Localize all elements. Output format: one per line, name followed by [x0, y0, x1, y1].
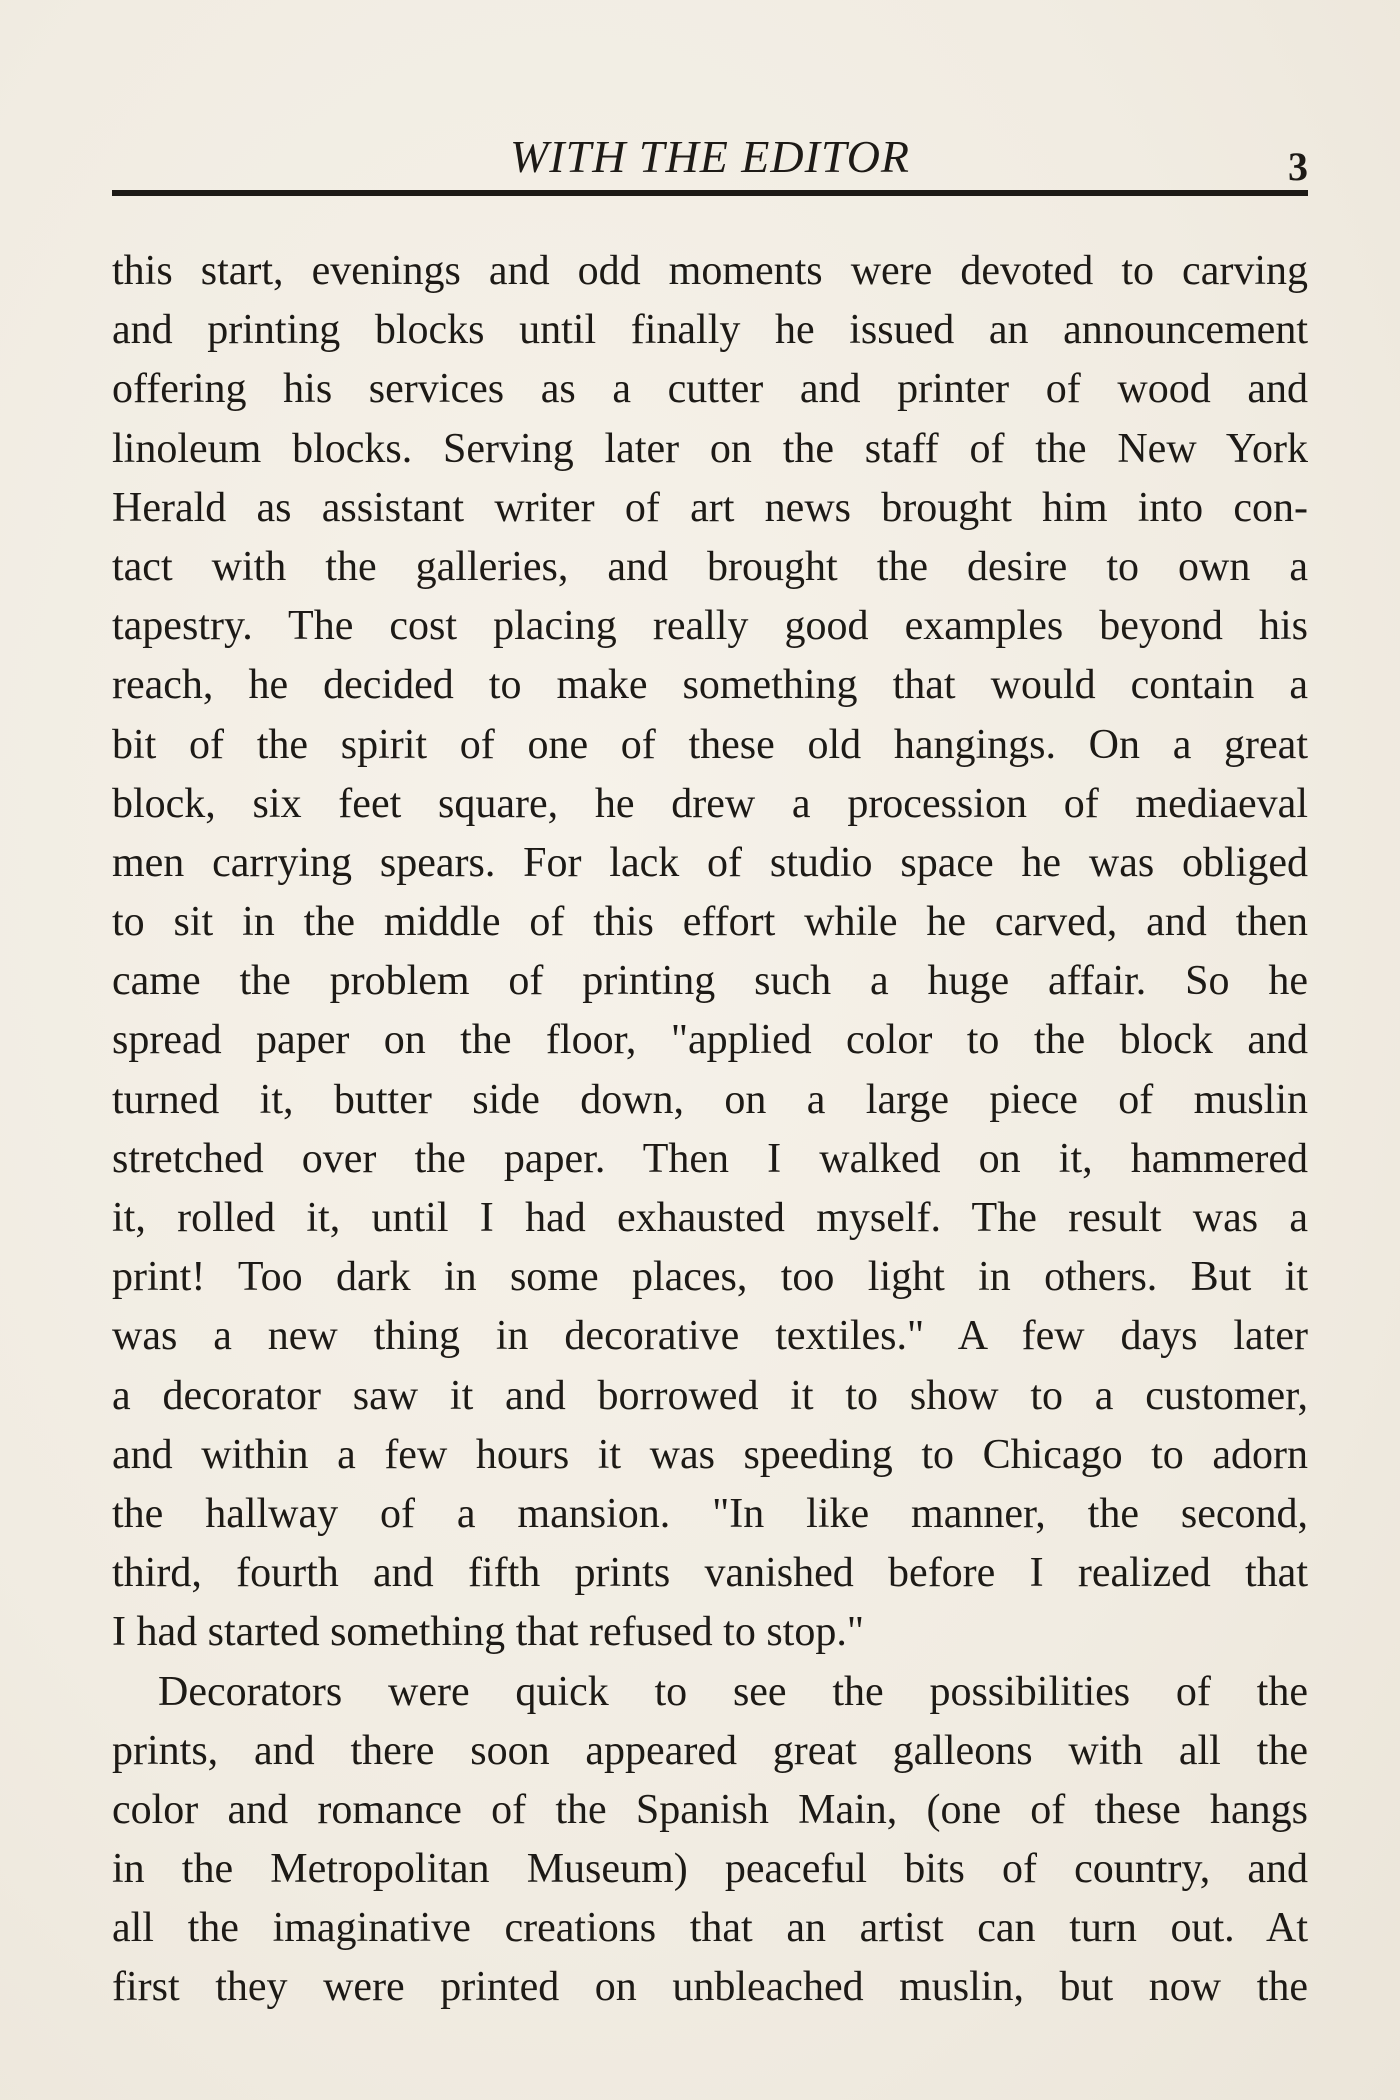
text-line: to sit in the middle of this effort while he carved, and then — [112, 899, 1308, 946]
body-text — [112, 242, 1308, 2018]
text-line: all the imaginative creations that an artist can turn out. At — [112, 1905, 1308, 1952]
page-number: 3 — [1288, 144, 1308, 189]
text-line: and within a few hours it was speeding to Chicago to adorn — [112, 1431, 1308, 1478]
text-line: a decorator saw it and borrowed it to show to a customer, — [112, 1372, 1308, 1419]
text-line: block, six feet square, he drew a procession of mediaeval — [112, 780, 1308, 827]
running-header — [112, 128, 1308, 189]
text-line: color and romance of the Spanish Main, (one of these hangs — [112, 1786, 1308, 1833]
text-line: stretched over the paper. Then I walked on it, hammered — [112, 1135, 1308, 1182]
text-line: turned it, butter side down, on a large piece of muslin — [112, 1076, 1308, 1123]
text-line: in the Metropolitan Museum) peaceful bits of country, and — [112, 1846, 1308, 1893]
text-line: prints, and there soon appeared great galleons with all the — [112, 1727, 1308, 1774]
text-line: this start, evenings and odd moments were devoted to carving — [112, 248, 1308, 294]
text-line: the hallway of a mansion. "In like manner, the second, — [112, 1490, 1308, 1537]
running-head-title: WITH THE EDITOR — [509, 131, 911, 182]
text-line: linoleum blocks. Serving later on the staff of the New York — [112, 425, 1308, 472]
text-line: reach, he decided to make something that would contain a — [112, 662, 1308, 709]
text-line: third, fourth and fifth prints vanished before I realized that — [112, 1550, 1308, 1597]
paragraph-start-line: Decorators were quick to see the possibilities of the — [158, 1668, 1308, 1715]
text-line: offering his services as a cutter and printer of wood and — [112, 366, 1308, 413]
text-line: spread paper on the floor, "applied color to the block and — [112, 1017, 1308, 1064]
text-line: Herald as assistant writer of art news brought him into con- — [112, 484, 1308, 531]
text-line: first they were printed on unbleached muslin, but now the — [112, 1964, 1308, 2011]
text-line: and printing blocks until finally he issued an announcement — [112, 307, 1308, 354]
text-line: was a new thing in decorative textiles." A few days later — [112, 1313, 1308, 1360]
header-rule — [112, 190, 1308, 196]
text-line: came the problem of printing such a huge affair. So he — [112, 958, 1308, 1005]
paragraph-end-line: I had started something that refused to stop." — [112, 1609, 864, 1656]
text-line: tact with the galleries, and brought the desire to own a — [112, 543, 1308, 590]
text-line: print! Too dark in some places, too light in others. But it — [112, 1254, 1308, 1301]
text-line: it, rolled it, until I had exhausted myself. The result was a — [112, 1195, 1308, 1241]
text-line: tapestry. The cost placing really good examples beyond his — [112, 603, 1308, 650]
text-line: bit of the spirit of one of these old hangings. On a great — [112, 721, 1308, 768]
text-line: men carrying spears. For lack of studio space he was obliged — [112, 839, 1308, 886]
